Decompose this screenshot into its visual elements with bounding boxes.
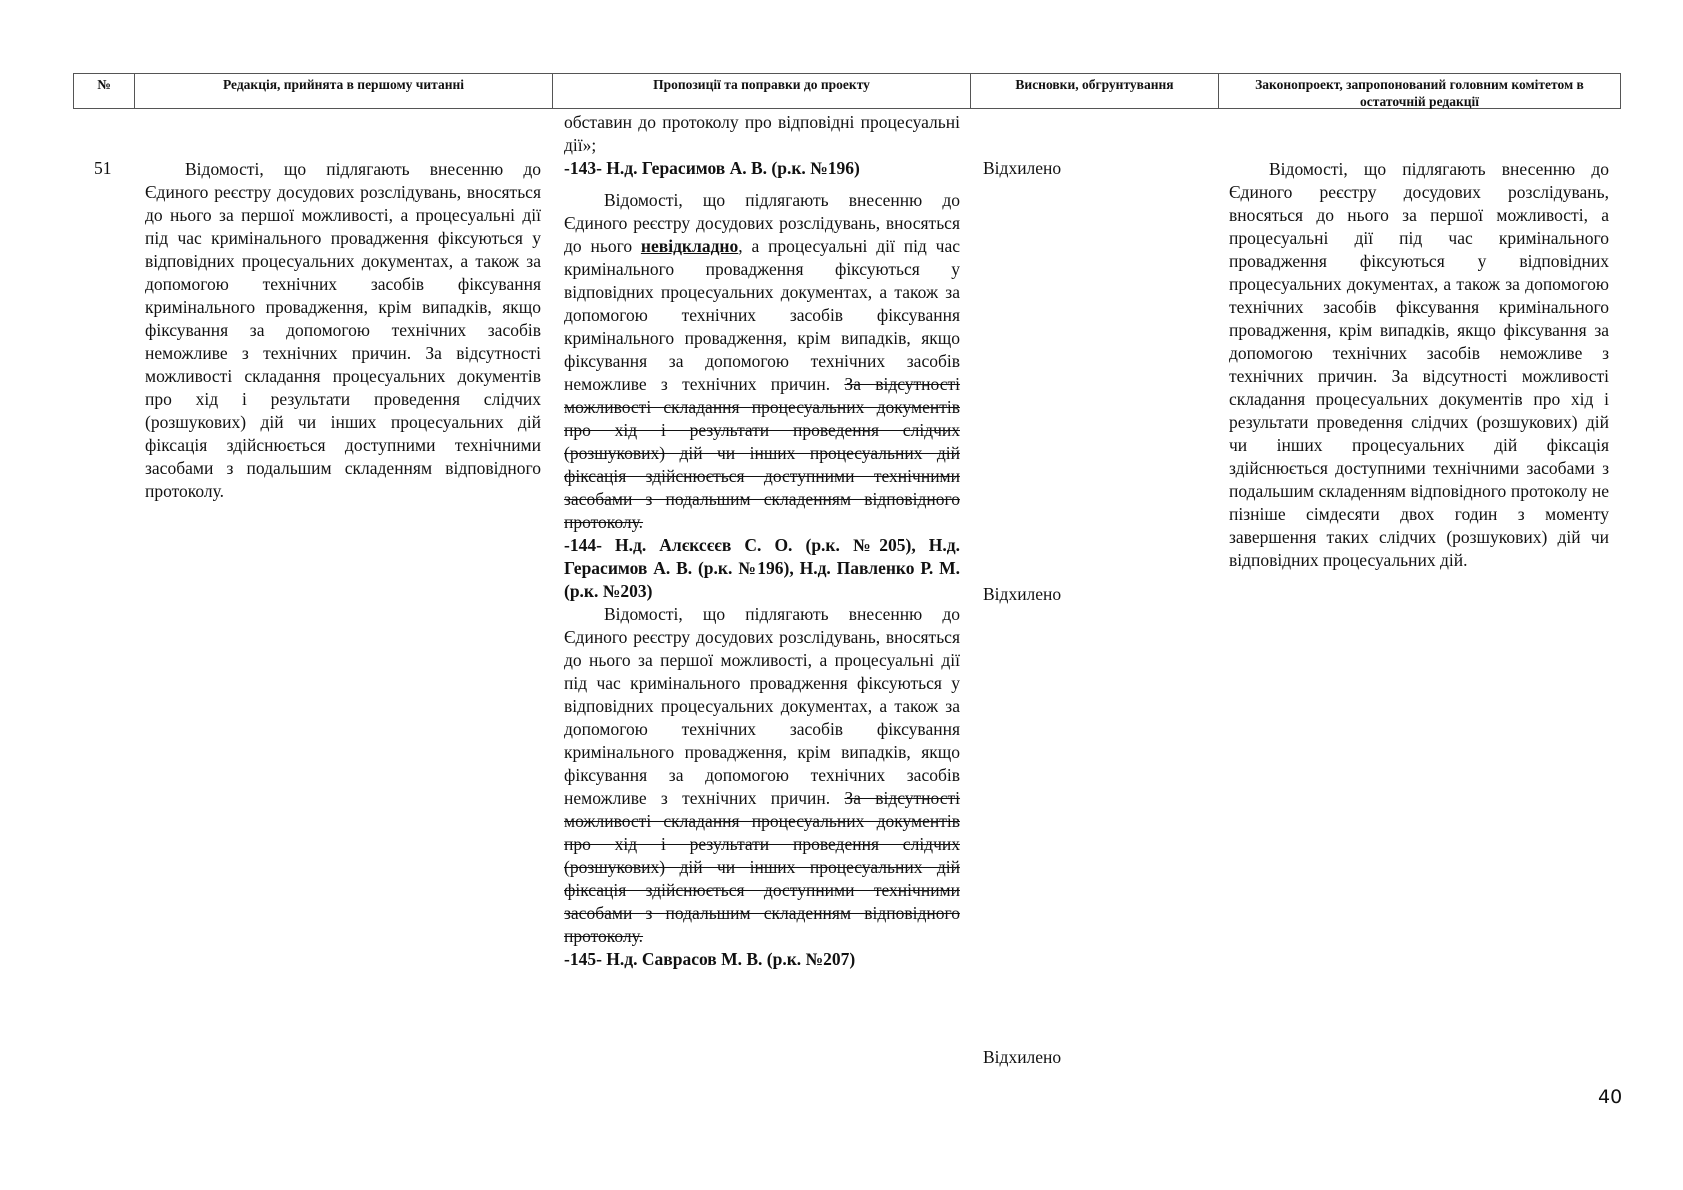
first-reading-text: Відомості, що підлягають внесенню до Єдиного реєстру досудових розслідувань, вносяться до нього за першої можливості, а процесуальні дії під час кримінального провадження фіксуються у відповідних процесуальних документах, а також за допомогою технічних засобів фіксування кримінального провадження, крім випадків, якщо фіксування за допомогою технічних засобів неможливе з технічних причин. За відсутності можливості складання процесуальних документів про хід і результати проведення слідчих (розшукових) дій чи інших процесуальних дій фіксація здійснюється доступними технічними засобами з подальшим складенням відповідного протоколу. bbox=[145, 159, 541, 501]
final-cell bbox=[1229, 158, 1609, 572]
proposal-143-author: -143- Н.д. Герасимов А. В. (р.к. №196) bbox=[564, 158, 860, 178]
header-first-reading: Редакція, прийнята в першому читанні bbox=[135, 74, 553, 108]
continuation-text: обставин до протоколу про відповідні процесуальні дії»; bbox=[564, 112, 960, 155]
conclusion-143: Відхилено bbox=[983, 158, 1062, 178]
header-conclusions: Висновки, обгрунтування bbox=[971, 74, 1219, 108]
struck-text: За відсутності можливості складання процесуальних документів про хід і результати проведення слідчих (розшукових) дій чи інших процесуальних дій фіксація здійснюється доступними технічними засобами з подальшим складенням відповідного протоколу. bbox=[564, 374, 961, 532]
conclusion-145: Відхилено bbox=[983, 1047, 1062, 1067]
conclusion-144: Відхилено bbox=[983, 584, 1062, 604]
proposal-145-author: -145- Н.д. Саврасов М. В. (р.к. №207) bbox=[564, 949, 856, 969]
first-reading-cell bbox=[145, 158, 541, 503]
struck-text: За відсутності можливості складання процесуальних документів про хід і результати проведення слідчих (розшукових) дій чи інших процесуальних дій фіксація здійснюється доступними технічними засобами з подальшим складенням відповідного протоколу. bbox=[564, 788, 961, 946]
header-final: Законопроект, запропонований головним комітетом в остаточній редакції bbox=[1255, 77, 1584, 109]
table-header bbox=[73, 73, 1621, 109]
proposal-143-text: Відомості, що підлягають внесенню до Єдиного реєстру досудових розслідувань, вносяться до нього невідкладно, а процесуальні дії під час кримінального провадження фіксуються у відповідних процесуальних документах, а також за допомогою технічних засобів фіксування кримінального провадження, крім випадків, якщо фіксування за допомогою технічних засобів неможливе з технічних причин. За відсутності можливості складання процесуальних документів про хід і результати проведення слідчих (розшукових) дій чи інших процесуальних дій фіксація здійснюється доступними технічними засобами з подальшим складенням відповідного протоколу. bbox=[564, 190, 961, 532]
header-proposals: Пропозиції та поправки до проекту bbox=[553, 74, 971, 108]
proposals-cell bbox=[564, 111, 960, 971]
page-number: 40 bbox=[1598, 1086, 1623, 1108]
proposal-144-author: -144- Н.д. Алєксєєв С. О. (р.к. №205), Н.д. Герасимов А. В. (р.к. №196), Н.д. Павленко Р. М. (р.к. №203) bbox=[564, 535, 960, 601]
proposal-144-text: Відомості, що підлягають внесенню до Єдиного реєстру досудових розслідувань, вносяться до нього за першої можливості, а процесуальні дії під час кримінального провадження фіксуються у відповідних процесуальних документах, а також за допомогою технічних засобів фіксування кримінального провадження, крім випадків, якщо фіксування за допомогою технічних засобів неможливе з технічних причин. За відсутності можливості складання процесуальних документів про хід і результати проведення слідчих (розшукових) дій чи інших процесуальних дій фіксація здійснюється доступними технічними засобами з подальшим складенням відповідного протоколу. bbox=[564, 604, 961, 946]
emphasis-text: невідкладно bbox=[640, 236, 739, 256]
header-number: № bbox=[74, 74, 135, 108]
final-text: Відомості, що підлягають внесенню до Єдиного реєстру досудових розслідувань, вносяться до нього за першої можливості, а процесуальні дії під час кримінального провадження фіксуються у відповідних процесуальних документах, а також за допомогою технічних засобів фіксування кримінального провадження, крім випадків, якщо фіксування за допомогою технічних засобів неможливе з технічних причин. За відсутності можливості складання процесуальних документів про хід і результати проведення слідчих (розшукових) дій чи інших процесуальних дій фіксація здійснюється доступними технічними засобами з подальшим складенням відповідного протоколу не пізніше сімдесяти двох годин з моменту завершення таких слідчих (розшукових) дій чи відповідних процесуальних дій. bbox=[1229, 159, 1609, 570]
row-number: 51 bbox=[94, 158, 112, 178]
